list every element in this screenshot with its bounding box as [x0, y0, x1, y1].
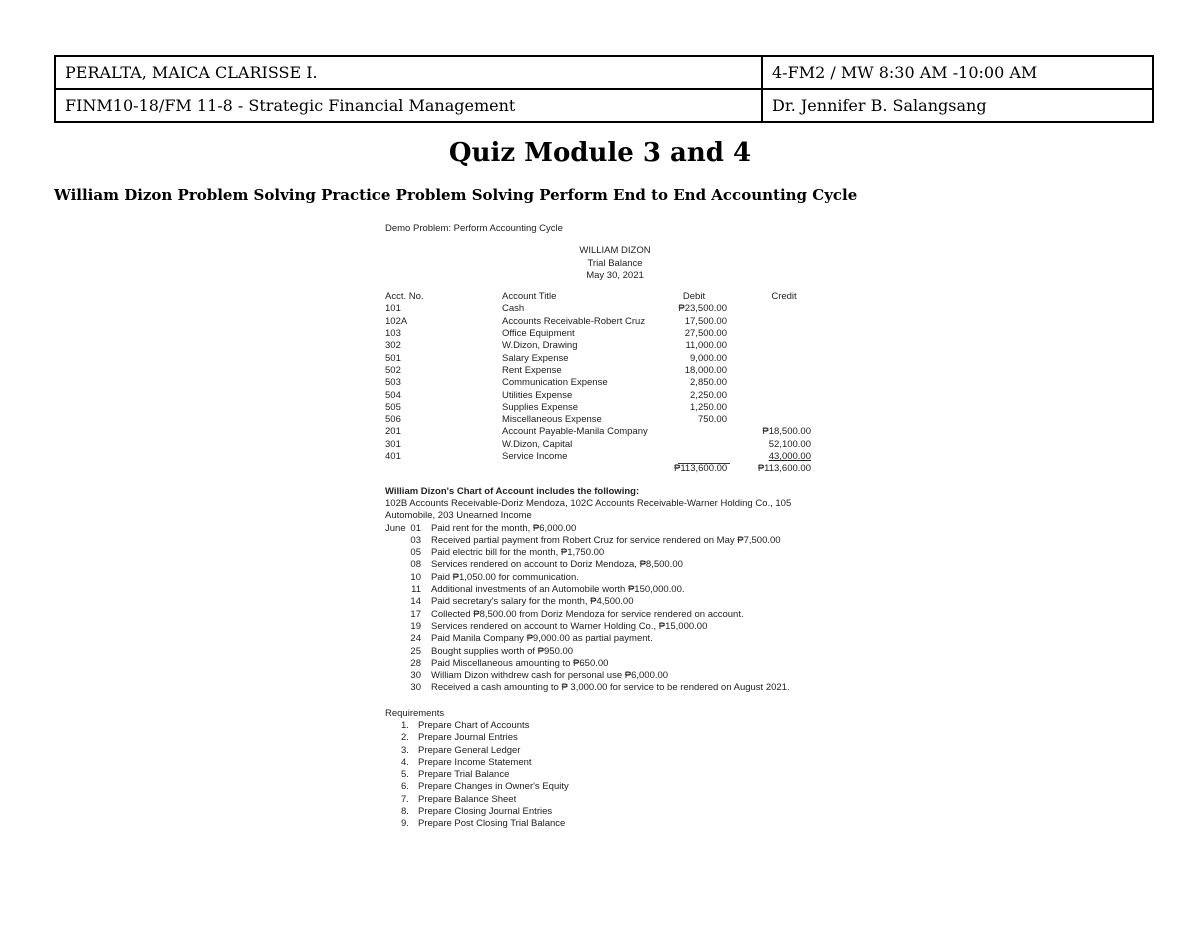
req-text: Prepare Chart of Accounts — [418, 719, 530, 731]
transaction-list — [385, 523, 845, 695]
table-row — [385, 414, 845, 426]
acct-no: 401 — [385, 451, 401, 463]
total-credit: ₱113,600.00 — [757, 463, 811, 475]
acct-no: 506 — [385, 414, 401, 426]
list-item — [385, 720, 845, 732]
list-item — [385, 818, 845, 830]
account-title: Rent Expense — [502, 364, 562, 376]
list-item — [385, 572, 845, 584]
req-number: 2. — [401, 732, 409, 744]
table-row — [385, 390, 845, 402]
list-item — [385, 609, 845, 621]
transaction-day: 14 — [410, 596, 421, 608]
account-title: Service Income — [502, 451, 568, 463]
req-number: 8. — [401, 806, 409, 818]
debit-amount: 11,000.00 — [685, 340, 727, 352]
list-item — [385, 682, 845, 694]
req-number: 3. — [401, 744, 409, 756]
requirements-title: Requirements — [385, 707, 445, 719]
account-title: Miscellaneous Expense — [502, 414, 602, 426]
table-row — [385, 365, 845, 377]
acct-no: 504 — [385, 389, 401, 401]
list-item — [385, 584, 845, 596]
list-item — [385, 658, 845, 670]
list-item — [385, 670, 845, 682]
table-row — [385, 451, 845, 463]
transaction-day: 30 — [410, 670, 421, 682]
transaction-text: Paid electric bill for the month, ₱1,750.00 — [431, 547, 605, 559]
transaction-text: Paid rent for the month, ₱6,000.00 — [431, 522, 577, 534]
acct-no: 302 — [385, 340, 401, 352]
debit-amount: 9,000.00 — [690, 352, 727, 364]
transaction-text: Paid secretary's salary for the month, ₱4,500.00 — [431, 596, 634, 608]
req-text: Prepare Journal Entries — [418, 732, 518, 744]
trial-balance-totals — [385, 463, 845, 475]
demo-problem-image — [385, 223, 845, 831]
transaction-text: Bought supplies worth of ₱950.00 — [431, 645, 574, 657]
transaction-day: 01 — [410, 522, 421, 534]
list-item — [385, 559, 845, 571]
page-subtitle: William Dizon Problem Solving Practice Problem Solving Perform End to End Accounting Cycle — [54, 186, 858, 204]
table-row — [385, 340, 845, 352]
transaction-text: Collected ₱8,500.00 from Doriz Mendoza for service rendered on account. — [431, 608, 744, 620]
account-title: Accounts Receivable-Robert Cruz — [502, 315, 646, 327]
req-number: 7. — [401, 793, 409, 805]
account-title: Supplies Expense — [502, 401, 579, 413]
company-name: WILLIAM DIZON — [579, 245, 651, 257]
list-item — [385, 745, 845, 757]
list-item — [385, 621, 845, 633]
transaction-day: 17 — [410, 608, 421, 620]
page-title: Quiz Module 3 and 4 — [448, 138, 752, 168]
acct-no: 201 — [385, 426, 401, 438]
transaction-day: 11 — [411, 584, 421, 596]
debit-amount: 1,250.00 — [690, 401, 727, 413]
section-schedule: 4-FM2 / MW 8:30 AM -10:00 AM — [762, 56, 1153, 89]
transaction-text: Paid Manila Company ₱9,000.00 as partial payment. — [431, 633, 653, 645]
acct-no: 103 — [385, 328, 401, 340]
transaction-text: Received a cash amounting to ₱ 3,000.00 for service to be rendered on August 2021. — [431, 682, 790, 694]
transaction-month: June — [385, 522, 406, 534]
table-row — [385, 328, 845, 340]
credit-amount: ₱18,500.00 — [762, 426, 811, 438]
transaction-day: 03 — [410, 534, 421, 546]
trial-balance-header — [385, 291, 845, 303]
list-item — [385, 596, 845, 608]
statement-date: May 30, 2021 — [586, 269, 644, 281]
credit-amount: 43,000.00 — [768, 451, 811, 463]
col-acct-no: Acct. No. — [385, 291, 424, 303]
acct-no: 503 — [385, 377, 401, 389]
col-credit: Credit — [771, 291, 797, 303]
account-title: Salary Expense — [502, 352, 569, 364]
list-item — [385, 535, 845, 547]
table-row — [385, 426, 845, 438]
debit-amount: ₱23,500.00 — [678, 303, 727, 315]
total-debit: ₱113,600.00 — [674, 463, 728, 475]
chart-of-accounts-title: William Dizon's Chart of Account includes the following: — [385, 485, 640, 497]
table-row — [385, 377, 845, 389]
course-name: FINM10-18/FM 11-8 - Strategic Financial Management — [55, 89, 762, 122]
transaction-day: 30 — [410, 682, 421, 694]
debit-amount: 27,500.00 — [684, 328, 727, 340]
account-title: W.Dizon, Capital — [502, 438, 573, 450]
transaction-day: 08 — [410, 559, 421, 571]
req-text: Prepare General Ledger — [418, 744, 521, 756]
header-row-1 — [55, 56, 1153, 89]
list-item — [385, 547, 845, 559]
transaction-text: Received partial payment from Robert Cruz for service rendered on May ₱7,500.00 — [431, 534, 781, 546]
req-text: Prepare Post Closing Trial Balance — [418, 818, 566, 830]
transaction-text: Additional investments of an Automobile worth ₱150,000.00. — [431, 584, 685, 596]
list-item — [385, 523, 845, 535]
transaction-text: Services rendered on account to Warner Holding Co., ₱15,000.00 — [431, 620, 708, 632]
transaction-day: 25 — [410, 645, 421, 657]
header-row-2 — [55, 89, 1153, 122]
credit-amount: 52,100.00 — [768, 438, 811, 450]
transaction-text: Paid Miscellaneous amounting to ₱650.00 — [431, 657, 609, 669]
transaction-text: Services rendered on account to Doriz Mendoza, ₱8,500.00 — [431, 559, 683, 571]
req-number: 1. — [401, 719, 409, 731]
trial-balance-rows — [385, 303, 845, 463]
transaction-day: 19 — [410, 620, 421, 632]
list-item — [385, 757, 845, 769]
list-item — [385, 781, 845, 793]
header-table — [54, 55, 1154, 123]
debit-amount: 750.00 — [697, 414, 727, 426]
req-text: Prepare Closing Journal Entries — [418, 806, 553, 818]
col-account-title: Account Title — [502, 291, 557, 303]
transaction-day: 24 — [410, 633, 421, 645]
req-number: 6. — [401, 781, 409, 793]
table-row — [385, 303, 845, 315]
instructor-name: Dr. Jennifer B. Salangsang — [762, 89, 1153, 122]
acct-no: 505 — [385, 401, 401, 413]
acct-no: 102A — [385, 315, 408, 327]
account-title: Communication Expense — [502, 377, 608, 389]
table-row — [385, 402, 845, 414]
acct-no: 101 — [385, 303, 401, 315]
account-title: Cash — [502, 303, 525, 315]
account-title: Utilities Expense — [502, 389, 573, 401]
acct-no: 502 — [385, 364, 401, 376]
transaction-text: Paid ₱1,050.00 for communication. — [431, 571, 579, 583]
transaction-text: William Dizon withdrew cash for personal use ₱6,000.00 — [431, 670, 669, 682]
account-title: Office Equipment — [502, 328, 575, 340]
demo-label: Demo Problem: Perform Accounting Cycle — [385, 223, 563, 234]
statement-name: Trial Balance — [587, 257, 643, 269]
chart-of-accounts-line-1: 102B Accounts Receivable-Doriz Mendoza, 102C Accounts Receivable-Warner Holding Co., 105 — [385, 497, 792, 509]
transaction-day: 28 — [410, 657, 421, 669]
req-text: Prepare Changes in Owner's Equity — [418, 781, 569, 793]
acct-no: 301 — [385, 438, 401, 450]
req-number: 9. — [401, 818, 409, 830]
table-row — [385, 439, 845, 451]
debit-amount: 2,250.00 — [690, 389, 727, 401]
list-item — [385, 732, 845, 744]
col-debit: Debit — [682, 291, 706, 303]
debit-amount: 17,500.00 — [684, 315, 727, 327]
req-text: Prepare Balance Sheet — [418, 793, 517, 805]
req-text: Prepare Income Statement — [418, 756, 532, 768]
list-item — [385, 646, 845, 658]
table-row — [385, 353, 845, 365]
list-item — [385, 769, 845, 781]
acct-no: 501 — [385, 352, 401, 364]
debit-amount: 2,850.00 — [690, 377, 727, 389]
account-title: Account Payable-Manila Company — [502, 426, 648, 438]
list-item — [385, 633, 845, 645]
req-number: 4. — [401, 756, 409, 768]
debit-amount: 18,000.00 — [684, 364, 727, 376]
req-text: Prepare Trial Balance — [418, 769, 510, 781]
list-item — [385, 794, 845, 806]
table-row — [385, 316, 845, 328]
transaction-day: 10 — [410, 571, 421, 583]
transaction-day: 05 — [410, 547, 421, 559]
account-title: W.Dizon, Drawing — [502, 340, 578, 352]
student-name: PERALTA, MAICA CLARISSE I. — [55, 56, 762, 89]
chart-of-accounts-line-2: Automobile, 203 Unearned Income — [385, 510, 532, 522]
req-number: 5. — [401, 769, 409, 781]
requirements-list — [385, 720, 845, 831]
list-item — [385, 806, 845, 818]
